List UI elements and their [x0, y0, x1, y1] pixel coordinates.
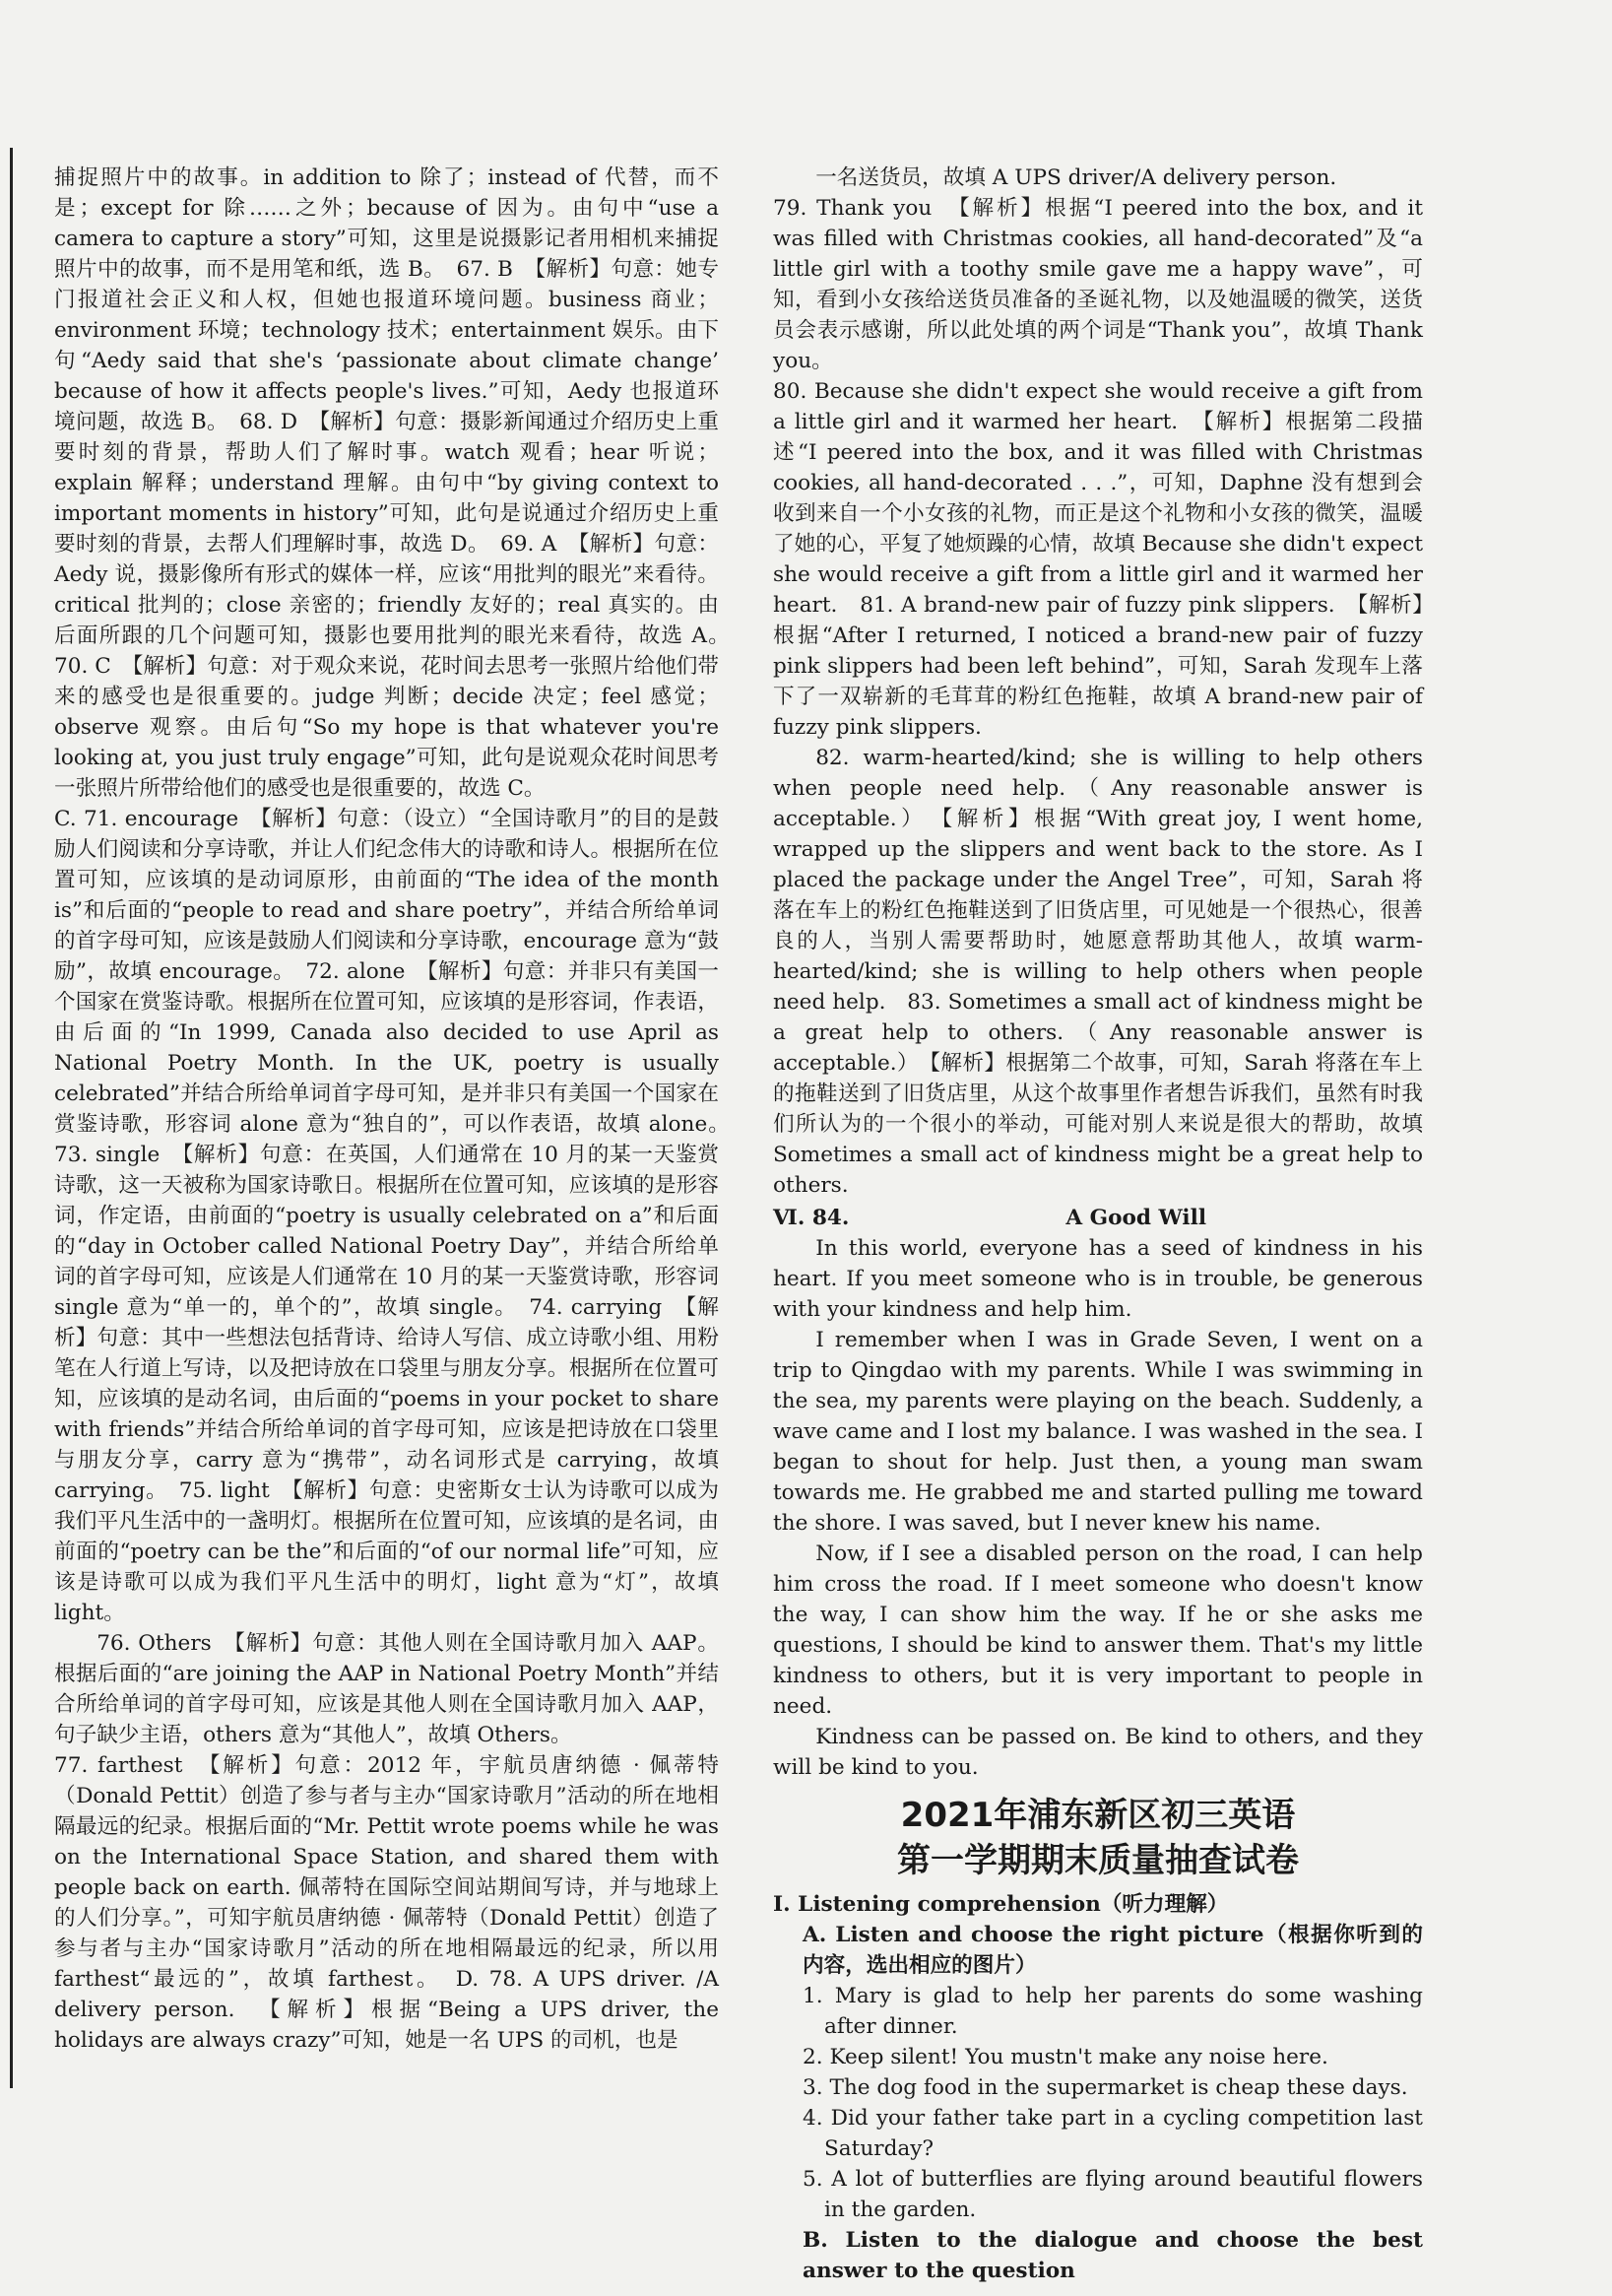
answer-paragraph: 一名送货员，故填 A UPS driver/A delivery person. [815, 165, 1337, 190]
answer-paragraph: 79. Thank you 【解析】根据“I peered into the box, and it was filled with Christmas cookies, all hand-decorated”及“a little girl with a toothy smile gave me a happy wave”，可知，看到小女孩给送货员准备的圣诞礼物，以及她温暖的微笑，送货员会表示感谢，所以此处填的两个词是“Thank you”，故填 Thank you。 [773, 196, 1423, 373]
essay-paragraph: Now, if I see a disabled person on the road, I can help him cross the road. If I meet someone who doesn't know the way, I can show him the way. If he or she asks me questions, I should be kind to answer them. That's my little kindness to others, but it is very important to people in need. [773, 1542, 1423, 1719]
exam-title-line: 第一学期期末质量抽查试卷 [897, 1841, 1299, 1880]
listening-item: 3. The dog food in the supermarket is cheap these days. [803, 2075, 1408, 2100]
answer-paragraph: 82. warm-hearted/kind; she is willing to help others when people need help.（Any reasonable answer is acceptable.） 【解析】根据“With great joy, I went home, wrapped up the slippers and went back to the store. As I placed the package under the Angel Tree”，可知，Sarah 将落在车上的粉红色拖鞋送到了旧货店里，可见她是一个很热心，很善良的人，当别人需要帮助时，她愿意帮助其他人，故填 warm-hearted/kind; she is willing to help others when people need help. 83. Sometimes a small act of kindness might be a great help to others.（Any reasonable answer is acceptable.） 【解析】根据第二个故事，可知，Sarah 将落在车上的拖鞋送到了旧货店里，从这个故事里作者想告诉我们，虽然有时我们所认为的一个很小的举动，可能对别人来说是很大的帮助，故填 Sometimes a small act of kindness might be a great help to others. [773, 746, 1423, 1198]
answer-paragraph: 77. farthest 【解析】句意：2012 年，宇航员唐纳德 · 佩蒂特（Donald Pettit）创造了参与者与主办“国家诗歌月”活动的所在地相隔最远的纪录。根据后面的“Mr. Pettit wrote poems while he was on the International Space Station, and shared them with people back on earth. 佩蒂特在国际空间站期间写诗，并与地球上的人们分享。”，可知宇航员唐纳德 · 佩蒂特（Donald Pettit）创造了参与者与主办“国家诗歌月”活动的所在地相隔最远的纪录，所以用 farthest“最远的”，故填 farthest。 D. 78. A UPS driver. /A delivery person. 【解析】根据“Being a UPS driver, the holidays are always crazy”可知，她是一名 UPS 的司机，也是 [54, 1753, 719, 2053]
essay-paragraph: In this world, everyone has a seed of kindness in his heart. If you meet someone who is in trouble, be generous with your kindness and help him. [773, 1236, 1423, 1322]
essay-number: Ⅵ. 84. [773, 1206, 850, 1230]
exam-title [773, 1793, 1423, 1883]
listening-item: 1. Mary is glad to help her parents do some washing after dinner. [803, 1984, 1423, 2039]
left-column [54, 163, 741, 2056]
answer-paragraph: C. 71. encourage 【解析】句意：（设立）“全国诗歌月”的目的是鼓励人们阅读和分享诗歌，并让人们纪念伟大的诗歌和诗人。根据所在位置可知，应该填的是动词原形，由前面的“The idea of the month is”和后面的“people to read and share poetry”，并结合所给单词的首字母可知，应该是鼓励人们阅读和分享诗歌，encourage 意为“鼓励”，故填 encourage。 72. alone 【解析】句意：并非只有美国一个国家在赏鉴诗歌。根据所在位置可知，应该填的是形容词，作表语，由后面的“In 1999, Canada also decided to use April as National Poetry Month. In the UK, poetry is usually celebrated”并结合所给单词首字母可知，是并非只有美国一个国家在赏鉴诗歌，形容词 alone 意为“独自的”，可以作表语，故填 alone。 73. single 【解析】句意：在英国，人们通常在 10 月的某一天鉴赏诗歌，这一天被称为国家诗歌日。根据所在位置可知，应该填的是形容词，作定语，由前面的“poetry is usually celebrated on a”和后面的“day in October called National Poetry Day”，并结合所给单词的首字母可知，应该是人们通常在 10 月的某一天鉴赏诗歌，形容词 single 意为“单一的，单个的”，故填 single。 74. carrying 【解析】句意：其中一些想法包括背诗、给诗人写信、成立诗歌小组、用粉笔在人行道上写诗，以及把诗放在口袋里与朋友分享。根据所在位置可知，应该填的是动名词，由后面的“poems in your pocket to share with friends”并结合所给单词的首字母可知，应该是把诗放在口袋里与朋友分享，carry 意为“携带”，动名词形式是 carrying，故填 carrying。 75. light 【解析】句意：史密斯女士认为诗歌可以成为我们平凡生活中的一盏明灯。根据所在位置可知，应该填的是名词，由前面的“poetry can be the”和后面的“of our normal life”可知，应该是诗歌可以成为我们平凡生活中的明灯，light 意为“灯”，故填 light。 [54, 807, 741, 1625]
answer-paragraph: 76. Others 【解析】句意：其他人则在全国诗歌月加入 AAP。根据后面的“are joining the AAP in National Poetry Month”并结合所给单词的首字母可知，应该是其他人则在全国诗歌月加入 AAP，句子缺少主语，others 意为“其他人”，故填 Others。 [54, 1631, 719, 1747]
listening-item: 5. A lot of butterflies are flying around beautiful flowers in the garden. [803, 2167, 1423, 2222]
essay-title: A Good Will [1065, 1206, 1207, 1230]
part-heading: A. Listen and choose the right picture（根据你听到的内容，选出相应的图片） [803, 1923, 1423, 1978]
essay-paragraph: I remember when I was in Grade Seven, I went on a trip to Qingdao with my parents. While I was swimming in the sea, my parents were playing on the beach. Suddenly, a wave came and I lost my balance. I was washed in the sea. I began to shout for help. Just then, a young man swam towards me. He grabbed me and started pulling me toward the shore. I was saved, but I never knew his name. [773, 1328, 1423, 1536]
exam-title-line: 2021年浦东新区初三英语 [900, 1796, 1296, 1835]
answer-paragraph: 捕捉照片中的故事。in addition to 除了；instead of 代替，而不是；except for 除……之外；because of 因为。由句中“use a camera to capture a story”可知，这里是说摄影记者用相机来捕捉照片中的故事，而不是用笔和纸，选 B。 67. B 【解析】句意：她专门报道社会正义和人权，但她也报道环境问题。business 商业；environment 环境；technology 技术；entertainment 娱乐。由下句“Aedy said that she's ‘passionate about climate change’ because of how it affects people's lives.”可知，Aedy 也报道环境问题，故选 B。 68. D 【解析】句意：摄影新闻通过介绍历史上重要时刻的背景，帮助人们了解时事。watch 观看；hear 听说；explain 解释；understand 理解。由句中“by giving context to important moments in history”可知，此句是说通过介绍历史上重要时刻的背景，去帮人们理解时事，故选 D。 69. A 【解析】句意：Aedy 说，摄影像所有形式的媒体一样，应该“用批判的眼光”来看待。critical 批判的；close 亲密的；friendly 友好的；real 真实的。由后面所跟的几个问题可知，摄影也要用批判的眼光来看待，故选 A。 70. C 【解析】句意：对于观众来说，花时间去思考一张照片给他们带来的感受也是很重要的。judge 判断；decide 决定；feel 感觉；observe 观察。由后句“So my hope is that whatever you're looking at, you just truly engage”可知，此句是说观众花时间思考一张照片所带给他们的感受也是很重要的，故选 C。 [54, 165, 741, 801]
part-heading: B. Listen to the dialogue and choose the best answer to the question [803, 2228, 1423, 2283]
listening-item: 2. Keep silent! You mustn't make any noise here. [803, 2045, 1328, 2069]
essay-paragraph: Kindness can be passed on. Be kind to others, and they will be kind to you. [773, 1725, 1423, 1780]
listening-item: 4. Did your father take part in a cycling competition last Saturday? [803, 2106, 1423, 2161]
essay-heading [773, 1203, 1423, 1233]
answer-paragraph: 80. Because she didn't expect she would receive a gift from a little girl and it warmed her heart. 【解析】根据第二段描述“I peered into the box, and it was filled with Christmas cookies, all hand-decorated . . .”，可知，Daphne 没有想到会收到来自一个小女孩的礼物，而正是这个礼物和小女孩的微笑，温暖了她的心，平复了她烦躁的心情，故填 Because she didn't expect she would receive a gift from a little girl and it warmed her heart. 81. A brand-new pair of fuzzy pink slippers. 【解析】根据“After I returned, I noticed a brand-new pair of fuzzy pink slippers had been left behind”，可知，Sarah 发现车上落下了一双崭新的毛茸茸的粉红色拖鞋，故填 A brand-new pair of fuzzy pink slippers. [773, 379, 1423, 740]
left-margin-rule [10, 148, 13, 2088]
right-column [773, 163, 1423, 2286]
section-heading: Ⅰ. Listening comprehension（听力理解） [773, 1892, 1229, 1917]
